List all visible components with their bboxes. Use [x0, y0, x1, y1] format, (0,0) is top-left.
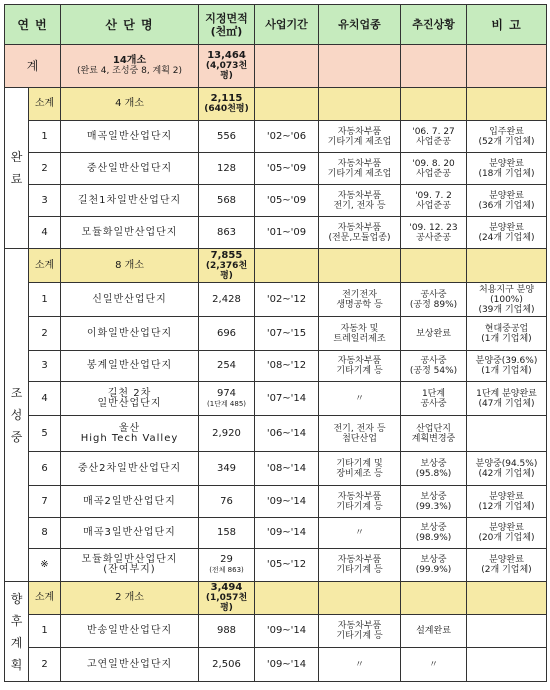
row-remarks-line: 분양완료 [489, 555, 524, 565]
row-industry [319, 648, 401, 682]
row-name-line: 중산2차일반산업단지 [77, 462, 182, 474]
row-industry [319, 283, 401, 317]
row-status-line: (98.9%) [415, 533, 452, 543]
row-industry-line: 자동차부품 [337, 491, 382, 502]
row-no: 2 [29, 648, 61, 682]
row-status-line: (99.9%) [415, 565, 452, 575]
row-industry-line: 기타기계 등 [336, 366, 383, 376]
row-name [61, 351, 199, 382]
row-area [199, 351, 255, 382]
row-name-line: 반송일반산업단지 [86, 625, 173, 636]
row-area-value: 349 [216, 462, 237, 474]
group-label-char: 성 [10, 408, 23, 422]
completed-subtotal-area-pyeong: (640천평) [204, 104, 249, 114]
header-period: 사업기간 [255, 5, 319, 45]
building-subtotal-row [5, 249, 547, 283]
total-empty-2 [319, 45, 401, 88]
total-row [5, 45, 547, 88]
row-period: '09~'14 [255, 486, 319, 518]
row-remarks-line: 입주완료 [489, 126, 524, 137]
planned-subtotal-empty [255, 582, 319, 615]
row-area-value: 128 [216, 162, 237, 174]
row-area [199, 518, 255, 549]
row-remarks-line: 1단계 분양완료 [476, 388, 537, 399]
total-empty-1 [255, 45, 319, 88]
table-row [5, 283, 547, 317]
total-area: 13,464 [207, 50, 246, 61]
row-remarks-line: 분양완료 [489, 190, 524, 201]
group-label-building [5, 249, 29, 582]
row-name [61, 416, 199, 452]
row-status [401, 283, 467, 317]
row-name-line: 신일반산업단지 [92, 293, 167, 305]
row-industry-line: 자동차부품 [337, 158, 382, 169]
row-name-line: High Tech Valley [80, 432, 179, 444]
row-remarks [467, 486, 547, 518]
row-status-line: 산업단지 [416, 423, 451, 434]
table-row [5, 416, 547, 452]
row-industry-line: 〃 [354, 393, 364, 404]
table-row [5, 317, 547, 351]
row-industry-line: 기타기계 등 [336, 631, 383, 641]
row-period: '07~'14 [255, 382, 319, 416]
row-area-note: (전체 863) [209, 566, 244, 574]
row-name-line: 봉계일반산업단지 [86, 360, 173, 371]
row-remarks-line: (42개 기업체) [478, 468, 535, 479]
row-name [61, 217, 199, 249]
row-status-line: 사업준공 [416, 136, 451, 147]
row-area-value: 2,506 [212, 658, 241, 670]
row-no: ※ [29, 549, 61, 582]
completed-subtotal-empty [255, 88, 319, 121]
row-remarks-line: 분양완료 [489, 523, 524, 533]
row-status-line: 사업준공 [416, 200, 451, 211]
row-remarks-line: 분양완료 [489, 158, 524, 169]
table-row [5, 153, 547, 185]
row-status-line: 설계완료 [416, 626, 451, 636]
row-remarks [467, 153, 547, 185]
row-remarks [467, 121, 547, 153]
row-remarks [467, 452, 547, 486]
row-remarks-line: (36개 기업체) [478, 200, 535, 211]
row-remarks-line: (52개 기업체) [478, 136, 535, 147]
row-remarks-line: 분양완료 [489, 491, 524, 502]
group-label-completed [5, 88, 29, 249]
row-remarks [467, 648, 547, 682]
total-count: 14개소 [112, 55, 147, 66]
row-status [401, 317, 467, 351]
row-industry-line: 생명공학 등 [336, 299, 383, 310]
row-name-line: 길천1차일반산업단지 [77, 194, 182, 206]
row-industry-line: 자동차부품 [337, 621, 382, 631]
row-no: 6 [29, 452, 61, 486]
row-remarks [467, 382, 547, 416]
header-row [5, 5, 547, 45]
row-area-value: 974 [216, 387, 237, 399]
row-remarks-line: (47개 기업체) [478, 398, 535, 409]
row-remarks-line: 분양완료 [489, 222, 524, 233]
row-remarks-line: 분양중(39.6%) [475, 356, 538, 366]
row-industry [319, 351, 401, 382]
group-label-char: 획 [10, 657, 23, 672]
row-name-line: 울산 [118, 422, 141, 434]
table-row [5, 518, 547, 549]
total-label: 계 [5, 45, 61, 88]
row-industry-line: 〃 [354, 659, 364, 670]
row-remarks [467, 217, 547, 249]
completed-subtotal-row [5, 88, 547, 121]
row-remarks-line: 분양중(94.5%) [475, 458, 538, 469]
row-industry-line: 기타기계 제조업 [327, 136, 392, 147]
group-label-char: 완 [10, 150, 23, 164]
row-status [401, 153, 467, 185]
row-status-line: 공사중 [420, 398, 447, 409]
header-area [199, 5, 255, 45]
row-remarks [467, 549, 547, 582]
row-status [401, 549, 467, 582]
row-area-value: 988 [216, 625, 237, 636]
row-industry [319, 416, 401, 452]
row-industry [319, 518, 401, 549]
row-name-line: 매곡2일반산업단지 [83, 495, 176, 507]
row-remarks-line: (2개 기업체) [481, 565, 532, 575]
planned-subtotal-count: 2 개소 [61, 582, 199, 615]
table-row [5, 351, 547, 382]
table-row [5, 486, 547, 518]
completed-subtotal-empty [467, 88, 547, 121]
row-status-line: 보상중 [420, 555, 447, 565]
table-row [5, 648, 547, 682]
row-industry-line: 전기, 전자 등 [333, 423, 386, 434]
row-name [61, 283, 199, 317]
row-name [61, 486, 199, 518]
row-remarks-line: (1개 기업체) [481, 366, 532, 376]
row-no: 7 [29, 486, 61, 518]
row-name-line: 모듈화일반산업단지 [81, 226, 178, 238]
building-subtotal-label: 소계 [29, 249, 61, 283]
row-industry [319, 317, 401, 351]
header-status: 추진상황 [401, 5, 467, 45]
row-period: '05~'12 [255, 549, 319, 582]
row-name-line: 고연일반산업단지 [86, 658, 173, 670]
row-remarks [467, 615, 547, 648]
row-remarks [467, 518, 547, 549]
row-area [199, 452, 255, 486]
row-industry [319, 452, 401, 486]
row-remarks-line: (12개 기업체) [478, 501, 535, 512]
group-label-char: 료 [10, 172, 23, 186]
row-remarks-line: (39개 기업체) [478, 304, 535, 315]
row-no: 4 [29, 217, 61, 249]
row-industry-line: 기타기계 및 [336, 458, 383, 469]
header-no: 연 번 [5, 5, 61, 45]
row-industry-line: 장비제조 등 [336, 468, 383, 479]
completed-subtotal-label: 소계 [29, 88, 61, 121]
group-label-char: 향 [10, 591, 23, 606]
row-industry-line: 〃 [354, 528, 364, 538]
table-row [5, 615, 547, 648]
row-no: 1 [29, 615, 61, 648]
row-status-line: 〃 [428, 659, 438, 670]
row-area [199, 217, 255, 249]
row-industry-line: 자동차부품 [337, 356, 382, 366]
row-industry [319, 549, 401, 582]
industrial-complex-table [4, 4, 547, 682]
row-no: 2 [29, 153, 61, 185]
row-industry-line: 기타기계 제조업 [327, 168, 392, 179]
row-area-value: 2,428 [212, 293, 241, 305]
row-industry-line: 자동차부품 [337, 126, 382, 137]
row-status [401, 382, 467, 416]
row-area-value: 2,920 [212, 427, 241, 439]
row-status [401, 217, 467, 249]
row-no: 3 [29, 351, 61, 382]
row-no: 1 [29, 121, 61, 153]
row-status-line: '09. 8. 20 [412, 158, 455, 169]
row-industry-line: 자동차부품 [337, 190, 382, 201]
row-remarks-line: 현대중공업 [484, 323, 529, 334]
row-area [199, 382, 255, 416]
row-status [401, 351, 467, 382]
planned-subtotal-empty [401, 582, 467, 615]
row-status-line: '09. 7. 2 [415, 190, 452, 201]
row-name [61, 121, 199, 153]
row-area-value: 29 [220, 554, 233, 565]
building-subtotal-area [199, 249, 255, 283]
row-remarks [467, 351, 547, 382]
row-industry-line: 자동차부품 [337, 222, 382, 233]
total-area-cell [199, 45, 255, 88]
group-label-char: 계 [10, 635, 23, 650]
row-period: '07~'15 [255, 317, 319, 351]
row-area [199, 153, 255, 185]
row-period: '06~'14 [255, 416, 319, 452]
row-status-line: (95.8%) [415, 468, 452, 479]
row-industry [319, 185, 401, 217]
row-name-line: 중산일반산업단지 [86, 162, 173, 174]
header-area-line1: 지정면적 [205, 11, 248, 25]
row-period: '09~'14 [255, 615, 319, 648]
row-area-value: 76 [220, 495, 233, 507]
table-row [5, 549, 547, 582]
row-status-line: 공사중 [420, 289, 447, 300]
row-area [199, 549, 255, 582]
table-row [5, 452, 547, 486]
row-status-line: 1단계 [421, 388, 446, 399]
group-label-planned [5, 582, 29, 682]
row-name [61, 153, 199, 185]
row-industry [319, 615, 401, 648]
row-name-line: 일반산업단지 [97, 397, 162, 409]
row-industry [319, 217, 401, 249]
row-remarks-line: (18개 기업체) [478, 168, 535, 179]
row-area-value: 696 [216, 327, 237, 339]
row-area-value: 863 [216, 226, 237, 238]
row-period: '08~'12 [255, 351, 319, 382]
completed-subtotal-empty [319, 88, 401, 121]
row-remarks-line: (24개 기업체) [478, 232, 535, 243]
row-status [401, 486, 467, 518]
table-row [5, 121, 547, 153]
row-area [199, 121, 255, 153]
total-count-detail: (완료 4, 조성중 8, 계획 2) [76, 66, 183, 76]
row-industry-line: 트레일러제조 [333, 333, 386, 344]
row-industry-line: 기타기계 등 [336, 565, 383, 575]
building-subtotal-empty [255, 249, 319, 283]
planned-subtotal-row [5, 582, 547, 615]
building-subtotal-area-value: 7,855 [210, 249, 243, 261]
building-subtotal-empty [467, 249, 547, 283]
row-area-value: 158 [216, 527, 237, 538]
row-industry [319, 486, 401, 518]
row-no: 4 [29, 382, 61, 416]
row-remarks [467, 317, 547, 351]
row-status-line: (공정 89%) [409, 299, 458, 310]
table-row [5, 382, 547, 416]
group-label-char: 조 [10, 386, 23, 400]
row-name [61, 452, 199, 486]
row-no: 5 [29, 416, 61, 452]
row-name [61, 185, 199, 217]
building-subtotal-empty [401, 249, 467, 283]
building-subtotal-count: 8 개소 [61, 249, 199, 283]
table-row [5, 217, 547, 249]
row-status [401, 416, 467, 452]
row-status-line: 보상중 [420, 491, 447, 502]
row-area [199, 648, 255, 682]
planned-subtotal-empty [467, 582, 547, 615]
planned-subtotal-area-pyeong: (1,057천평) [205, 593, 248, 613]
row-status [401, 121, 467, 153]
header-industry: 유치업종 [319, 5, 401, 45]
row-name-line: 매곡3일반산업단지 [83, 527, 176, 538]
row-name [61, 648, 199, 682]
row-area-value: 254 [216, 360, 237, 371]
row-area-note: (1단계 485) [206, 399, 247, 408]
row-status-line: 보상중 [420, 523, 447, 533]
row-name-line: 매곡일반산업단지 [86, 130, 173, 142]
row-industry [319, 121, 401, 153]
row-area [199, 416, 255, 452]
row-period: '05~'09 [255, 153, 319, 185]
header-name: 산 단 명 [61, 5, 199, 45]
row-period: '09~'14 [255, 518, 319, 549]
row-industry [319, 382, 401, 416]
total-count-cell [61, 45, 199, 88]
row-name [61, 317, 199, 351]
row-remarks [467, 283, 547, 317]
row-period: '08~'14 [255, 452, 319, 486]
building-subtotal-empty [319, 249, 401, 283]
row-industry-line: (전문,모듈업종) [328, 232, 391, 243]
row-period: '05~'09 [255, 185, 319, 217]
row-status-line: '06. 7. 27 [412, 126, 455, 137]
row-name [61, 518, 199, 549]
row-remarks-line: 처용지구 분양(100%) [478, 284, 535, 305]
row-period: '02~'06 [255, 121, 319, 153]
header-area-line2: (천㎡) [210, 24, 243, 38]
total-empty-3 [401, 45, 467, 88]
row-industry-line: 첨단산업 [342, 433, 377, 444]
row-name-line: 모듈화일반산업단지 [81, 554, 178, 565]
row-status-line: 공사중 [420, 356, 447, 366]
row-area [199, 317, 255, 351]
row-industry-line: 전기, 전자 등 [333, 200, 386, 211]
row-name [61, 615, 199, 648]
row-area [199, 185, 255, 217]
row-no: 2 [29, 317, 61, 351]
row-industry-line: 기타기계 등 [336, 501, 383, 512]
row-remarks [467, 416, 547, 452]
row-no: 1 [29, 283, 61, 317]
row-status-line: (99.3%) [415, 501, 452, 512]
row-industry-line: 자동차부품 [337, 555, 382, 565]
group-label-char: 후 [10, 613, 23, 628]
row-period: '01~'09 [255, 217, 319, 249]
row-area [199, 615, 255, 648]
header-remarks: 비 고 [467, 5, 547, 45]
row-status [401, 648, 467, 682]
row-period: '02~'12 [255, 283, 319, 317]
row-remarks-line: (1개 기업체) [481, 333, 532, 344]
planned-subtotal-area-value: 3,494 [210, 582, 243, 593]
row-status-line: (공정 54%) [409, 366, 458, 376]
row-industry-line: 전기전자 [342, 289, 377, 300]
table-row [5, 185, 547, 217]
row-status [401, 615, 467, 648]
total-empty-4 [467, 45, 547, 88]
row-status-line: '09. 12. 23 [409, 222, 458, 233]
planned-subtotal-empty [319, 582, 401, 615]
row-area-value: 556 [216, 130, 237, 142]
row-status-line: 보상중 [420, 458, 447, 469]
row-area [199, 486, 255, 518]
row-status [401, 518, 467, 549]
row-remarks [467, 185, 547, 217]
completed-subtotal-count: 4 개소 [61, 88, 199, 121]
completed-subtotal-area-value: 2,115 [210, 93, 243, 104]
total-area-pyeong: (4,073천평) [205, 61, 248, 81]
completed-subtotal-empty [401, 88, 467, 121]
group-label-char: 중 [10, 430, 23, 444]
row-no: 8 [29, 518, 61, 549]
row-no: 3 [29, 185, 61, 217]
row-status-line: 보상완료 [416, 328, 451, 339]
row-status [401, 185, 467, 217]
row-area [199, 283, 255, 317]
building-subtotal-area-pyeong: (2,376천평) [205, 260, 248, 281]
row-industry-line: 자동차 및 [340, 323, 379, 334]
row-status [401, 452, 467, 486]
row-status-line: 공사준공 [416, 232, 451, 243]
row-status-line: 계획변경중 [411, 433, 456, 444]
completed-subtotal-area [199, 88, 255, 121]
row-name [61, 382, 199, 416]
row-status-line: 사업준공 [416, 168, 451, 179]
row-name [61, 549, 199, 582]
planned-subtotal-area [199, 582, 255, 615]
planned-subtotal-label: 소계 [29, 582, 61, 615]
row-area-value: 568 [216, 194, 237, 206]
row-remarks-line: (20개 기업체) [478, 533, 535, 543]
row-name-line: (잔여부지) [103, 564, 156, 575]
row-name-line: 이화일반산업단지 [86, 327, 173, 339]
row-period: '09~'14 [255, 648, 319, 682]
row-industry [319, 153, 401, 185]
row-name-line: 길천 2차 [107, 387, 152, 399]
